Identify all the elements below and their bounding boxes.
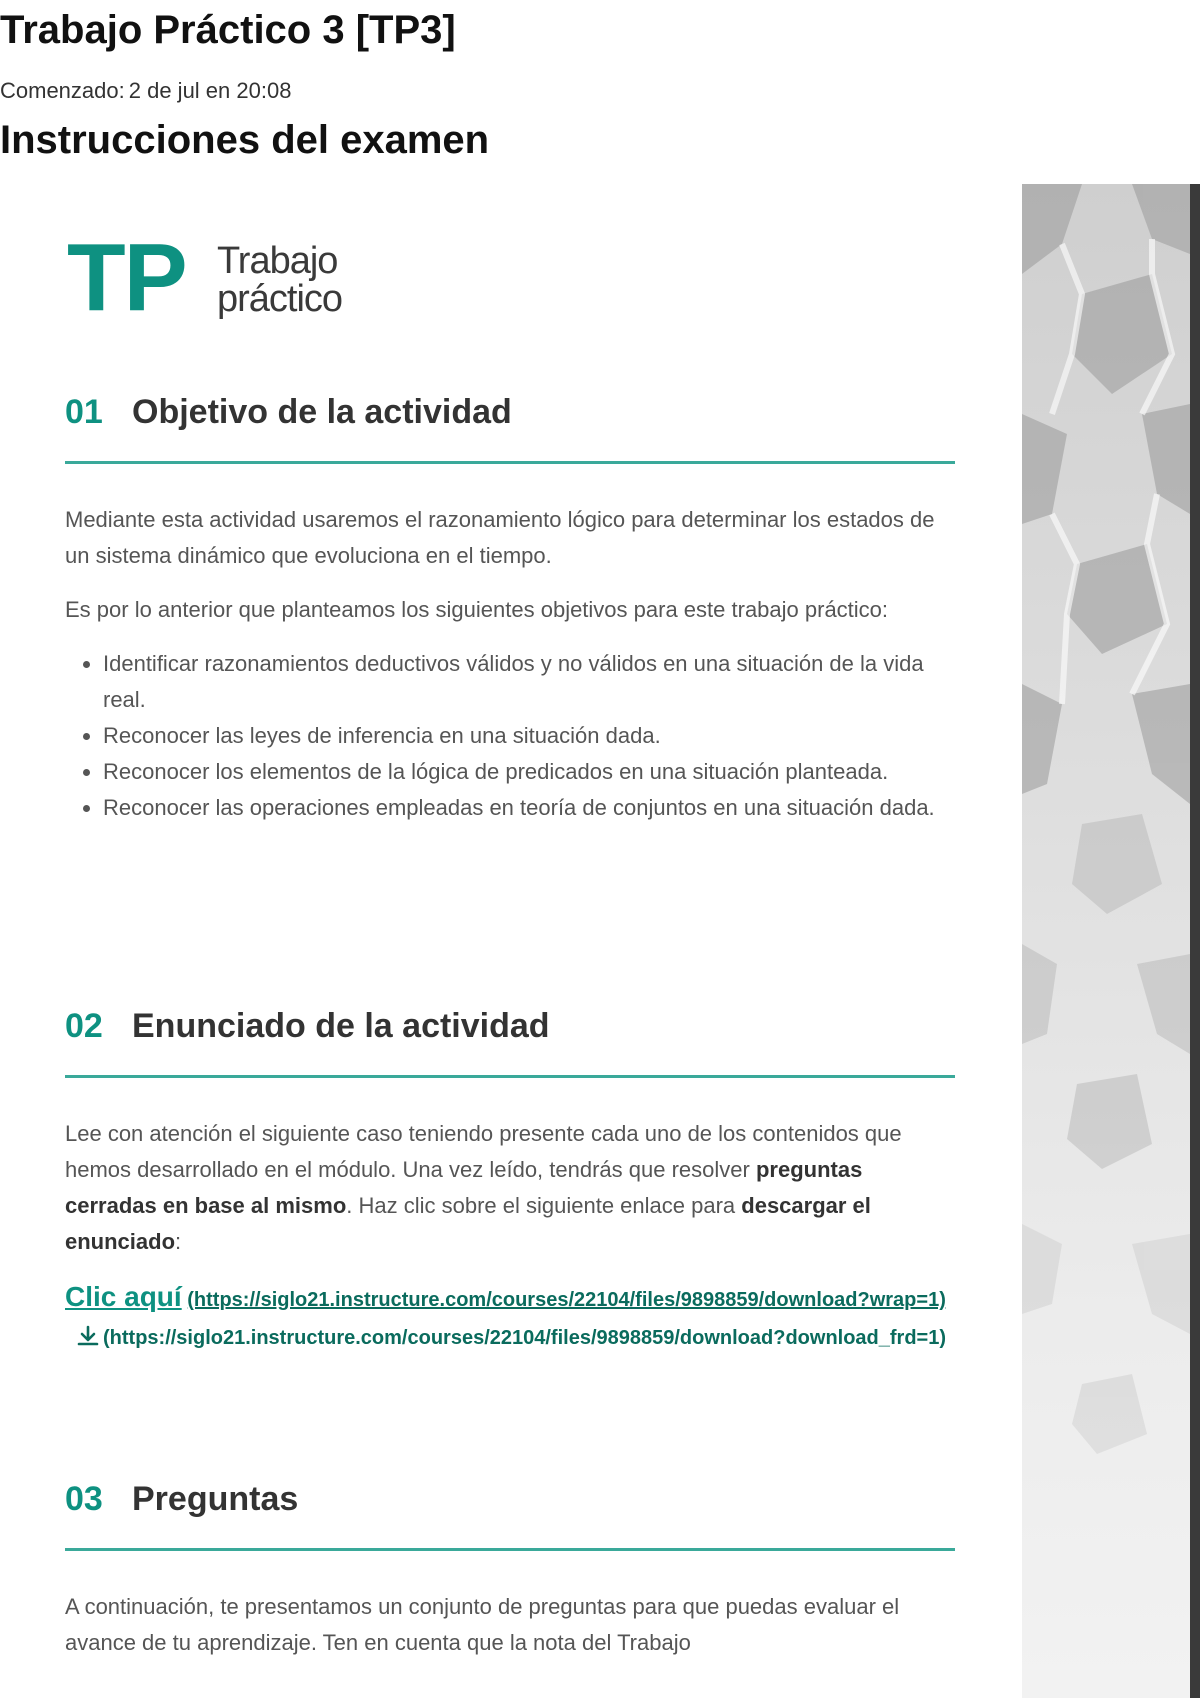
section-title: Objetivo de la actividad bbox=[132, 393, 512, 431]
download-link-direct-url[interactable]: (https://siglo21.instructure.com/courses/22104/files/9898859/download?download_frd=1) bbox=[103, 1327, 947, 1349]
section-header bbox=[65, 1480, 955, 1551]
download-link-wrap-url[interactable]: (https://siglo21.instructure.com/courses/22104/files/9898859/download?wrap=1) bbox=[187, 1289, 946, 1311]
section-header bbox=[65, 393, 955, 464]
tp-logo bbox=[65, 224, 955, 331]
instructions-heading: Instrucciones del examen bbox=[0, 118, 490, 162]
download-arrow-icon[interactable] bbox=[75, 1325, 101, 1347]
architecture-pattern bbox=[1022, 184, 1190, 1698]
section-number: 02 bbox=[65, 1007, 103, 1045]
section-header bbox=[65, 1007, 955, 1078]
section-title: Enunciado de la actividad bbox=[132, 1007, 550, 1045]
started-info bbox=[0, 78, 291, 104]
page-title: Trabajo Práctico 3 [TP3] bbox=[0, 8, 456, 52]
download-links bbox=[65, 1278, 955, 1357]
clic-aqui-link[interactable]: Clic aquí bbox=[65, 1281, 182, 1312]
statement-bold-questions: preguntas cerradas en base al mismo bbox=[65, 1157, 863, 1218]
section-statement bbox=[65, 1007, 955, 1357]
list-item: • Reconocer las leyes de inferencia en una situación dada. bbox=[103, 718, 955, 754]
tp-logo-word-1: Trabajo bbox=[217, 240, 338, 282]
instructions-content bbox=[65, 224, 955, 1655]
statement-text: : bbox=[175, 1229, 182, 1254]
tp-logo-letters: TP bbox=[67, 224, 186, 331]
tp-logo-word-2: práctico bbox=[217, 278, 343, 320]
list-item: • Reconocer los elementos de la lógica de predicados en una situación planteada. bbox=[103, 754, 955, 790]
list-item: • Reconocer las operaciones empleadas en teoría de conjuntos en una situación dada. bbox=[103, 790, 955, 826]
list-item: • Identificar razonamientos deductivos válidos y no válidos en una situación de la vida real. bbox=[103, 646, 955, 718]
decorative-architecture-image bbox=[1022, 184, 1190, 1698]
objective-paragraph: Mediante esta actividad usaremos el razonamiento lógico para determinar los estados de un sistema dinámico que evoluciona en el tiempo. bbox=[65, 507, 935, 568]
section-questions bbox=[65, 1480, 955, 1679]
section-objective bbox=[65, 393, 955, 826]
questions-paragraph: A continuación, te presentamos un conjunto de preguntas para que puedas evaluar el avance de tu aprendizaje. Ten en cuenta que la nota del Trabajo bbox=[65, 1594, 900, 1655]
statement-text: . Haz clic sobre el siguiente enlace para bbox=[346, 1193, 742, 1218]
section-number: 03 bbox=[65, 1480, 103, 1518]
statement-text: Lee con atención el siguiente caso teniendo presente cada uno de los contenidos que hemos desarrollado en el módulo. Una vez leído, tendrás que resolver bbox=[65, 1121, 902, 1182]
tp-logo-words bbox=[217, 242, 342, 318]
statement-paragraph bbox=[65, 1116, 955, 1260]
started-label: Comenzado: bbox=[0, 78, 125, 103]
statement-bold-download: descargar el enunciado bbox=[65, 1193, 871, 1254]
section-number: 01 bbox=[65, 393, 103, 431]
objectives-list bbox=[65, 646, 955, 826]
section-title: Preguntas bbox=[132, 1480, 299, 1518]
objective-paragraph: Es por lo anterior que planteamos los siguientes objetivos para este trabajo práctico: bbox=[65, 597, 889, 622]
side-image-edge bbox=[1190, 184, 1200, 1698]
started-value: 2 de jul en 20:08 bbox=[128, 78, 292, 103]
